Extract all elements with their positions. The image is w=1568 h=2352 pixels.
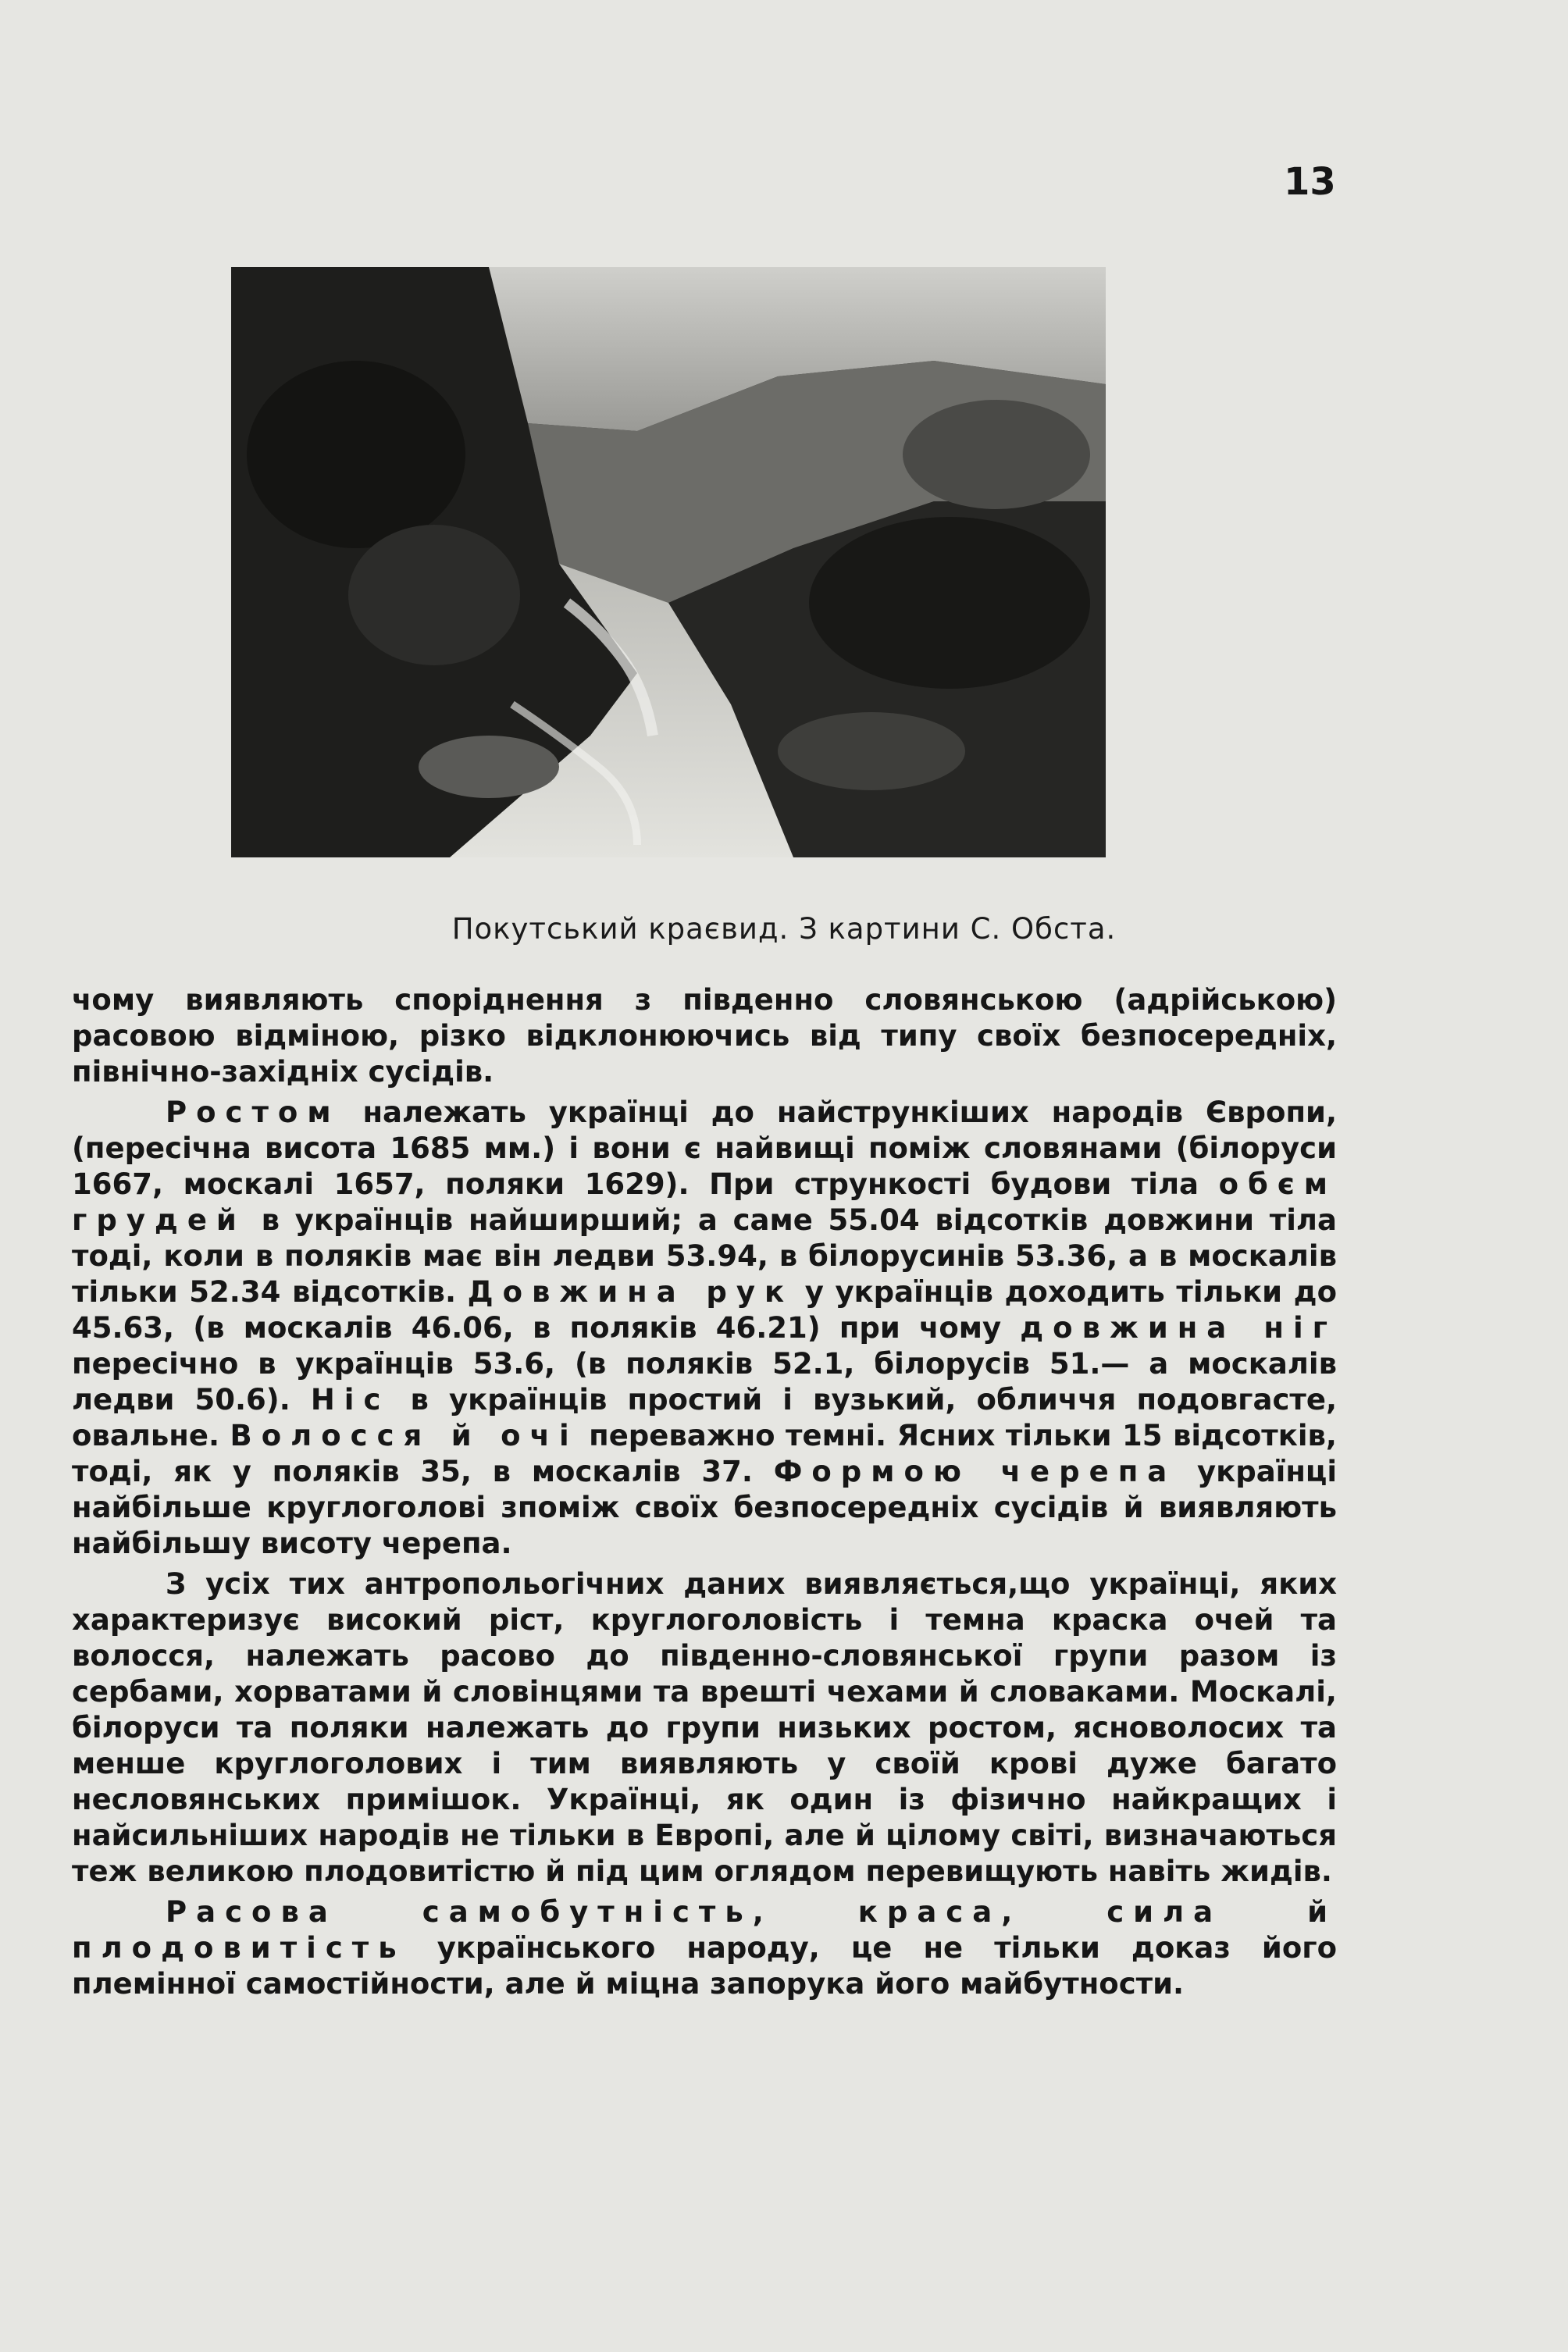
spaced-term: Формою черепа [773, 1455, 1177, 1488]
landscape-illustration [231, 267, 1106, 857]
paragraph-text: чому виявляють споріднення з південно словянською (адрійською) расовою відміною, різко відклонюючись від типу своїх безпосередніх, північно-західніх сусідів. [72, 983, 1337, 1089]
spaced-term: обєм грудей [72, 1167, 1337, 1237]
spaced-term: Волосся й очі [230, 1419, 579, 1452]
paragraph-text: пересічно в українців 53.6, (в поляків 52.1, білорусів 51.— а москалів ледви 50.6). [72, 1347, 1337, 1417]
paragraph-text: переважно темні. Ясних тільки 15 відсотків, тоді, як у поляків 35, в москалів 37. [72, 1419, 1337, 1488]
spaced-term: Ніс [310, 1383, 390, 1417]
paragraph-4 [72, 1894, 1337, 2002]
spaced-term: Расова самобутність, краса, сила й плодовитість [72, 1895, 1337, 1965]
paragraph-text: у українців доходить тільки до 45.63, (в москалів 46.06, в поляків 46.21) при чому [72, 1275, 1337, 1345]
paragraph-text: належать українці до найстрункіших народів Європи, (пересічна висота 1685 мм.) і вони є найвищі поміж словянами (білоруси 1667, москалі 1657, поляки 1629). При стрункості будови тіла [72, 1096, 1337, 1201]
paragraph-3 [72, 1566, 1337, 1890]
spaced-term: Довжина рук [467, 1275, 794, 1309]
body-text [72, 982, 1337, 2007]
paragraph-text: в українців найширший; а саме 55.04 відсотків довжини тіла тоді, коли в поляків має він ледви 53.94, в білорусинів 53.36, а в москалів тільки 52.34 відсотків. [72, 1203, 1337, 1309]
figure-caption: Покутський краєвид. З картини С. Обста. [451, 912, 1117, 946]
paragraph-text: в українців простий і вузький, обличчя подовгасте, овальне. [72, 1383, 1337, 1452]
spaced-term: Ростом [166, 1096, 340, 1129]
paragraph-1 [72, 982, 1337, 1090]
paragraph-2 [72, 1095, 1337, 1562]
paragraph-text: українці найбільше круглоголові зпоміж своїх безпосередніх сусідів й виявляють найбільшу висоту черепа. [72, 1455, 1338, 1560]
paragraph-text: З усіх тих антропольогічних даних виявляється,що українці, яких характеризує високий ріст, круглоголовість і темна краска очей та волосся, належать расово до південно-словянської групи разом із сербами, хорватами й словінцями та врешті чехами й словаками. Москалі, білоруси та поляки належать до групи низьких ростом, ясноволосих та менше круглоголових і тим виявляють у своїй крові дуже багато несловянських примішок. Українці, як один із фізично найкращих і найсильніших народів не тільки в Европі, але й цілому світі, визначаються теж великою плодовитістю й під цим оглядом перевищують навіть жидів. [72, 1567, 1337, 1888]
page-number: 13 [1284, 160, 1336, 204]
paragraph-text: українського народу, це не тільки доказ його племінної самостійности, але й міцна запорука його майбутности. [72, 1931, 1337, 2001]
landscape-image [231, 267, 1106, 857]
spaced-term: довжина ніг [1020, 1311, 1337, 1345]
